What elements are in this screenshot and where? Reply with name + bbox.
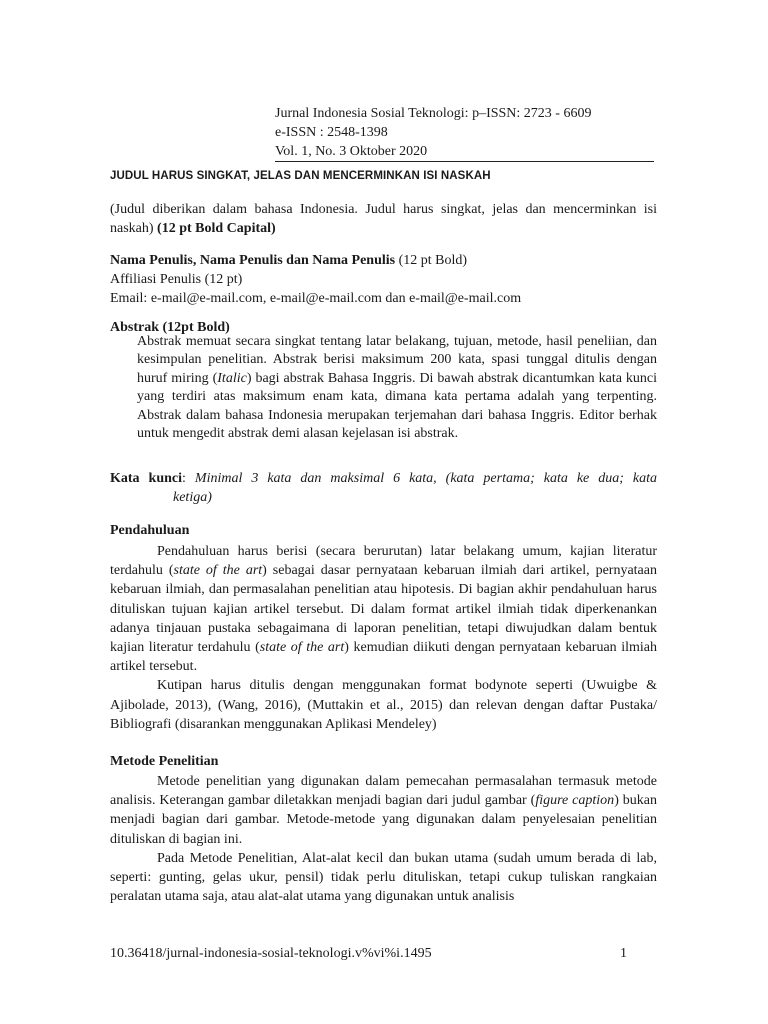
- method-body: [110, 772, 657, 906]
- intro-paragraph-2: Kutipan harus ditulis dengan menggunakan format bodynote seperti (Uwuigbe & Ajibolade, 2013), (Wang, 2016), (Muttakin et al., 2015) dan relevan dengan daftar Pustaka/ Bibliografi (disarankan menggunakan Aplikasi Mendeley): [110, 678, 657, 732]
- intro-body: [110, 542, 657, 734]
- keywords-colon: :: [182, 471, 195, 486]
- author-names: Nama Penulis, Nama Penulis dan Nama Penulis: [110, 253, 396, 268]
- title-note-bold: (12 pt Bold Capital): [157, 221, 276, 236]
- author-affiliation: Affiliasi Penulis (12 pt): [110, 272, 243, 287]
- intro-paragraph-1: [110, 542, 657, 676]
- authors-block: [110, 251, 657, 308]
- abstract-text-italic: Italic: [217, 370, 247, 386]
- method-heading: [110, 752, 657, 771]
- method-p1-a: Metode penelitian yang digunakan dalam pemecahan permasalahan termasuk metode analisis. Keterangan gambar diletakkan menjadi bagian dari judul gambar (: [110, 774, 657, 809]
- method-p1-b: ) bukan menjadi bagian dari gambar. Metode-metode yang digunakan dalam penyelesaian penelitian dituliskan di bagian ini.: [110, 793, 657, 847]
- abstract-text-a: Abstrak memuat secara singkat tentang latar belakang, tujuan, metode, hasil peneliian, dan kesimpulan penelitian. Abstrak berisi maksimum 200 kata, spasi tunggal ditulis dengan huruf miring (: [137, 334, 657, 386]
- intro-p1-italic-2: state of the art: [259, 640, 345, 656]
- abstract-heading-text: Abstrak (12pt Bold): [110, 320, 230, 335]
- article-title: JUDUL HARUS SINGKAT, JELAS DAN MENCERMINKAN ISI NASKAH: [110, 170, 491, 182]
- keywords-line2: ketiga): [173, 490, 212, 505]
- page-number: 1: [620, 946, 627, 961]
- method-paragraph-2: Pada Metode Penelitian, Alat-alat kecil dan bukan utama (sudah umum berada di lab, seperti: gunting, gelas ukur, pensil) tidak perlu dituliskan, tetapi cukup tuliskan rangkaian peralatan utama saja, atau alat-alat utama yang digunakan untuk analisis: [110, 850, 657, 905]
- intro-heading-text: Pendahuluan: [110, 523, 190, 538]
- method-heading-text: Metode Penelitian: [110, 754, 219, 769]
- keywords-block: [110, 469, 657, 507]
- method-p1-italic: figure caption: [535, 793, 615, 809]
- keywords-label: Kata kunci: [110, 471, 183, 486]
- author-names-note: (12 pt Bold): [395, 253, 468, 268]
- journal-header: [275, 104, 654, 162]
- author-email: Email: e-mail@e-mail.com, e-mail@e-mail.com dan e-mail@e-mail.com: [110, 291, 522, 306]
- footer-doi: 10.36418/jurnal-indonesia-sosial-teknologi.v%vi%i.1495: [110, 946, 432, 961]
- abstract-body: [137, 333, 657, 443]
- intro-p1-a: Pendahuluan harus berisi (secara berurutan) latar belakang umum, kajian literatur terdahulu (: [110, 544, 657, 579]
- keywords-line1: Minimal 3 kata dan maksimal 6 kata, (kata pertama; kata ke dua; kata: [194, 471, 658, 486]
- intro-p1-b: ) sebagai dasar pernyataan kebaruan ilmiah dari artikel, pernyataan kebaruan ilmiah, dan permasalahan penelitian atau hipotesis. Di bagian akhir pendahuluan harus dituliskan tujuan kajian artikel tersebut. Di dalam format artikel ilmiah tidak diperkenankan adanya tinjauan pustaka sebagaimana di laporan penelitian, tetapi diwujudkan dalam bentuk kajian literatur terdahulu (: [110, 563, 657, 656]
- abstract-text-b: ) bagi abstrak Bahasa Inggris. Di bawah abstrak dicantumkan kata kunci yang terdiri atas maksimum enam kata, dimana kata pertama adalah yang terpenting. Abstrak dalam bahasa Indonesia merupakan terjemahan dari bahasa Inggris. Editor berhak untuk mengedit abstrak demi alasan kejelasan isi abstrak.: [137, 370, 657, 442]
- journal-volume: Vol. 1, No. 3 Oktober 2020: [275, 142, 654, 162]
- intro-p1-italic-1: state of the art: [173, 563, 263, 579]
- intro-p1-c: ) kemudian diikuti dengan pernyataan kebaruan ilmiah artikel tersebut.: [110, 640, 657, 675]
- journal-name: Jurnal Indonesia Sosial Teknologi: p–ISSN: 2723 - 6609: [275, 106, 592, 121]
- method-paragraph-1: [110, 772, 657, 849]
- title-note-text: (Judul diberikan dalam bahasa Indonesia. Judul harus singkat, jelas dan mencerminkan isi naskah): [110, 202, 657, 236]
- journal-eissn: e-ISSN : 2548-1398: [275, 125, 388, 140]
- intro-heading: [110, 521, 657, 540]
- title-note: [110, 200, 657, 238]
